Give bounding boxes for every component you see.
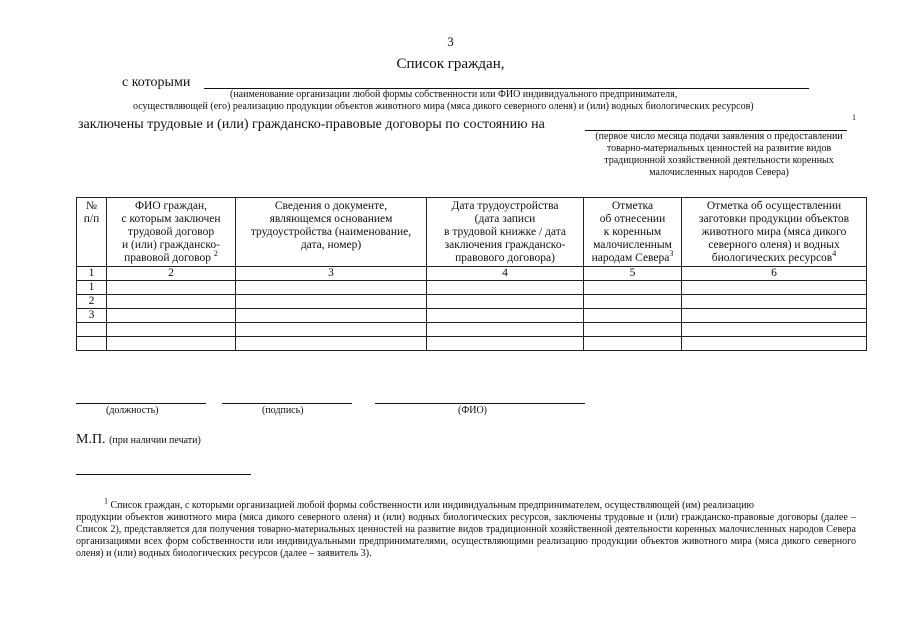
table-cell[interactable] <box>584 337 682 351</box>
row-number-cell <box>77 323 107 337</box>
header-line: в трудовой книжке / дата <box>444 226 566 238</box>
header-line: правовой договор <box>124 252 211 264</box>
table-row <box>77 337 867 351</box>
column-number: 1 <box>77 267 107 281</box>
footnote-first-line <box>104 496 856 512</box>
table-cell[interactable] <box>584 295 682 309</box>
header-line: биологических ресурсов <box>711 252 833 264</box>
citizens-table <box>76 197 867 351</box>
header-full-name <box>107 198 236 267</box>
header-footnote-mark: 3 <box>669 249 674 259</box>
header-line: Отметка об осуществлении <box>706 200 842 212</box>
header-line: заготовки продукции объектов <box>698 213 850 225</box>
table-cell[interactable] <box>427 281 584 295</box>
header-line: Дата трудоустройства <box>451 200 559 212</box>
column-number: 5 <box>584 267 682 281</box>
table-cell[interactable] <box>584 323 682 337</box>
organization-hint-1: (наименование организации любой формы собственности или ФИО индивидуального предпринимателя, <box>230 89 678 100</box>
column-number: 3 <box>236 267 427 281</box>
footnote-separator <box>76 474 251 475</box>
table-cell[interactable] <box>236 309 427 323</box>
column-number: 4 <box>427 267 584 281</box>
table-cell[interactable] <box>682 281 867 295</box>
row-number-cell <box>77 337 107 351</box>
document-title: Список граждан, <box>396 56 505 72</box>
header-number <box>77 198 107 267</box>
header-footnote-mark: 4 <box>832 249 837 259</box>
header-line: об отнесении <box>599 213 666 225</box>
signature-line[interactable] <box>222 392 352 404</box>
table-cell[interactable] <box>584 281 682 295</box>
header-line: правового договора) <box>455 252 555 264</box>
organization-field[interactable] <box>204 74 809 89</box>
organization-hint-2: осуществляющей (его) реализацию продукции объектов животного мира (мяса дикого северного оленя) и (или) водных биологических ресурсов) <box>133 101 754 112</box>
table-cell[interactable] <box>682 323 867 337</box>
table-cell[interactable] <box>107 281 236 295</box>
table-cell[interactable] <box>107 309 236 323</box>
date-hint-line: малочисленных народов Севера) <box>649 167 789 178</box>
header-line: дата, номер) <box>300 239 362 251</box>
footnote-first-text: Список граждан, с которыми организацией любой формы собственности или индивидуальным предпринимателем, осуществляющей (им) реализацию <box>110 500 754 511</box>
table-row <box>77 323 867 337</box>
footnote-rest: продукции объектов животного мира (мяса дикого северного оленя) и (или) водных биологических ресурсов, заключены трудовые и (или) гражданско-правовые договоры (далее – Список 2), представляется для получения товарно-материальных ценностей на развитие видов традиционной хозяйственной деятельности коренных малочисленных народов Севера организациями всех форм собственности или индивидуальными предпринимателями, осуществляющими реализацию продукции объектов животного мира (мяса дикого северного оленя) и (или) водных биологических ресурсов (далее – заявитель 3). <box>76 512 856 559</box>
header-line: ФИО граждан, <box>134 200 208 212</box>
table-cell[interactable] <box>427 337 584 351</box>
date-hint <box>584 131 854 179</box>
header-line: и (или) гражданско- <box>122 239 220 251</box>
stamp-hint: (при наличии печати) <box>109 435 201 446</box>
table-cell[interactable] <box>107 295 236 309</box>
table-row <box>77 281 867 295</box>
header-line: (дата записи <box>474 213 536 225</box>
header-line: животного мира (мяса дикого <box>701 226 847 238</box>
table-cell[interactable] <box>682 295 867 309</box>
table-cell[interactable] <box>107 323 236 337</box>
stamp-label: М.П. <box>76 432 106 447</box>
table-row <box>77 295 867 309</box>
column-number: 6 <box>682 267 867 281</box>
header-line: северного оленя) и водных <box>708 239 840 251</box>
header-line: Сведения о документе, <box>274 200 388 212</box>
header-line: № <box>86 200 97 212</box>
date-field[interactable] <box>585 117 847 131</box>
date-hint-line: (первое число месяца подачи заявления о предоставлении <box>595 131 843 142</box>
header-line: трудовой договор <box>127 226 215 238</box>
header-indigenous-mark <box>584 198 682 267</box>
date-hint-line: традиционной хозяйственной деятельности коренных <box>604 155 834 166</box>
header-employment-date <box>427 198 584 267</box>
date-hint-line: товарно-материальных ценностей на развитие видов <box>606 143 832 154</box>
table-cell[interactable] <box>427 295 584 309</box>
header-line: малочисленным <box>593 239 672 251</box>
contracts-label: заключены трудовые и (или) гражданско-правовые договоры по состоянию на <box>78 117 545 132</box>
header-line: к коренным <box>603 226 662 238</box>
header-line: с которым заключен <box>121 213 221 225</box>
header-footnote-mark: 2 <box>213 249 218 259</box>
page-number: 3 <box>447 34 454 49</box>
row-number-cell: 3 <box>77 309 107 323</box>
header-line: Отметка <box>611 200 654 212</box>
table-cell[interactable] <box>682 337 867 351</box>
table-cell[interactable] <box>236 337 427 351</box>
table-cell[interactable] <box>236 323 427 337</box>
header-line: заключения гражданско- <box>444 239 566 251</box>
with-whom-label: с которыми <box>122 75 191 90</box>
column-number-row <box>77 267 867 281</box>
header-line: п/п <box>83 213 100 225</box>
full-name-label: (ФИО) <box>458 405 488 416</box>
table-cell[interactable] <box>236 295 427 309</box>
footnote-mark: 1 <box>104 496 108 506</box>
position-label: (должность) <box>106 405 159 416</box>
stamp-line <box>76 432 201 448</box>
row-number-cell: 1 <box>77 281 107 295</box>
column-number: 2 <box>107 267 236 281</box>
header-line: народам Севера <box>591 252 670 264</box>
table-cell[interactable] <box>682 309 867 323</box>
header-document-info <box>236 198 427 267</box>
table-row <box>77 309 867 323</box>
table-cell[interactable] <box>236 281 427 295</box>
header-harvest-mark <box>682 198 867 267</box>
table-cell[interactable] <box>427 323 584 337</box>
date-footnote-mark: 1 <box>852 113 856 122</box>
full-name-line[interactable] <box>375 392 585 404</box>
header-line: являющемся основанием <box>269 213 393 225</box>
header-line: трудоустройства (наименование, <box>250 226 412 238</box>
position-line[interactable] <box>76 392 206 404</box>
row-number-cell: 2 <box>77 295 107 309</box>
table-cell[interactable] <box>584 309 682 323</box>
table-cell[interactable] <box>107 337 236 351</box>
signature-label: (подпись) <box>262 405 304 416</box>
table-cell[interactable] <box>427 309 584 323</box>
